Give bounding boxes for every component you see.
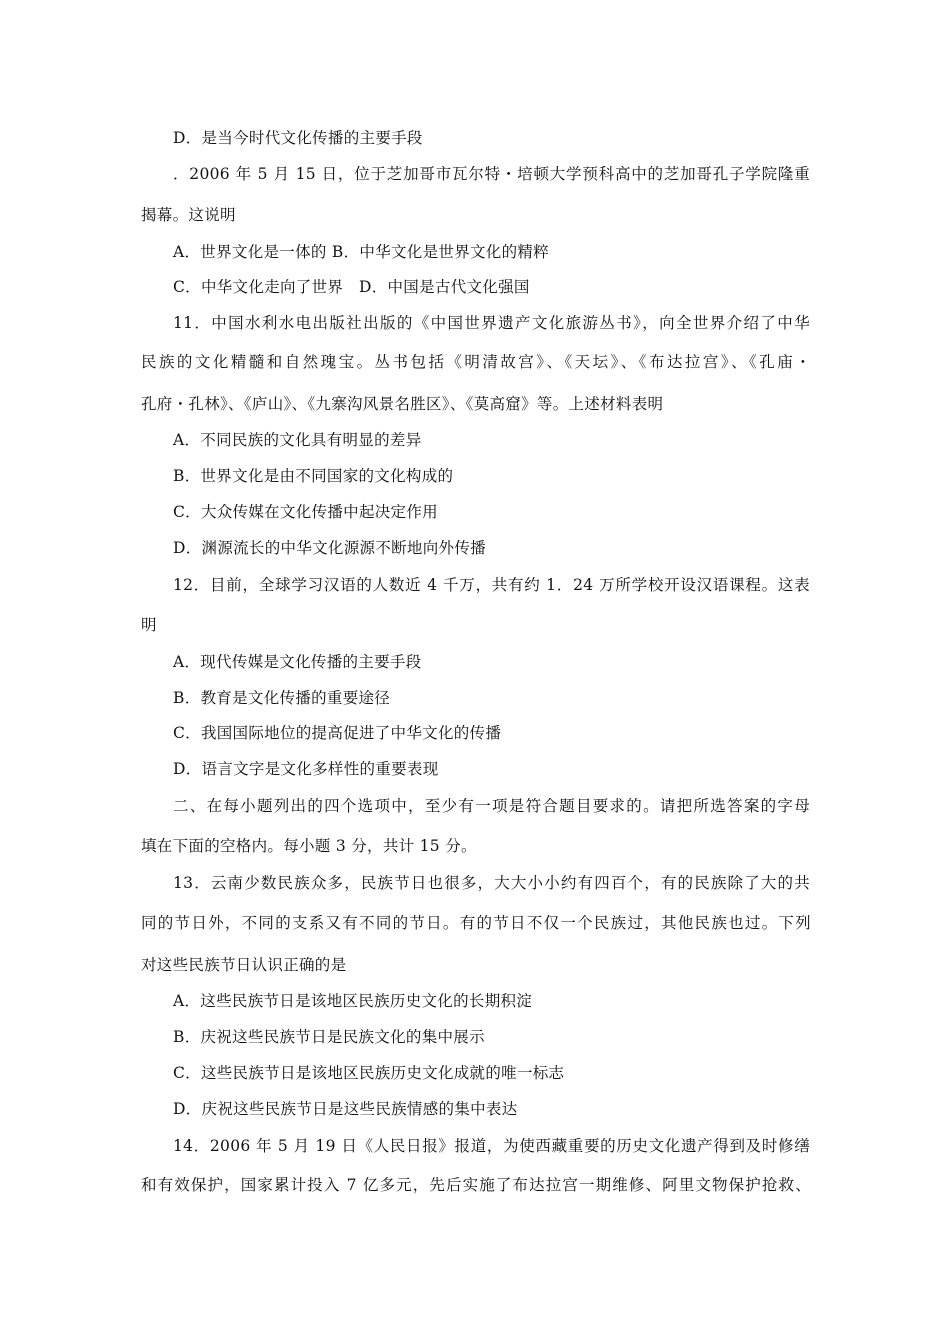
question-13-stem-continued-1: 同的节日外，不同的支系又有不同的节日。有的节日不仅一个民族过，其他民族也过。下列	[141, 914, 811, 932]
section-2-instructions-continued: 填在下面的空格内。每小题 3 分，共计 15 分。	[141, 837, 477, 855]
question-12-stem: 12．目前，全球学习汉语的人数近 4 千万，共有约 1．24 万所学校开设汉语课程。这表	[173, 576, 810, 594]
question-12-option-c: C．我国国际地位的提高促进了中华文化的传播	[173, 724, 502, 742]
question-12-option-a: A．现代传媒是文化传播的主要手段	[173, 653, 422, 671]
question-11-option-d: D．渊源流长的中华文化源源不断地向外传播	[173, 539, 486, 557]
question-11-option-a: A．不同民族的文化具有明显的差异	[173, 431, 422, 449]
question-11-stem-continued-1: 民族的文化精髓和自然瑰宝。丛书包括《明清故宫》、《天坛》、《布达拉宫》、《孔庙・	[141, 353, 811, 371]
question-11-stem: 11．中国水利水电出版社出版的《中国世界遗产文化旅游丛书》，向全世界介绍了中华	[173, 314, 810, 332]
question-10-stem: ．2006 年 5 月 15 日，位于芝加哥市瓦尔特・培顿大学预科高中的芝加哥孔子学院隆重	[173, 165, 810, 183]
question-10-options-ab: A．世界文化是一体的 B．中华文化是世界文化的精粹	[173, 243, 550, 261]
question-11-option-c: C．大众传媒在文化传播中起决定作用	[173, 503, 438, 521]
question-13-option-b: B．庆祝这些民族节日是民族文化的集中展示	[173, 1028, 485, 1046]
question-14-stem: 14．2006 年 5 月 19 日《人民日报》报道，为使西藏重要的历史文化遗产得到及时修缮	[173, 1137, 810, 1155]
question-12-option-d: D．语言文字是文化多样性的重要表现	[173, 760, 439, 778]
option-d-prev-question: D．是当今时代文化传播的主要手段	[173, 129, 423, 147]
question-13-stem: 13．云南少数民族众多，民族节日也很多，大大小小约有四百个，有的民族除了大的共	[173, 874, 810, 892]
question-12-option-b: B．教育是文化传播的重要途径	[173, 689, 391, 707]
question-11-stem-continued-2: 孔府・孔林》、《庐山》、《九寨沟风景名胜区》、《莫高窟》等。上述材料表明	[141, 395, 664, 413]
question-13-stem-continued-2: 对这些民族节日认识正确的是	[141, 956, 347, 974]
question-12-stem-continued: 明	[141, 616, 157, 634]
question-13-option-a: A．这些民族节日是该地区民族历史文化的长期积淀	[173, 992, 533, 1010]
question-10-options-cd: C．中华文化走向了世界 D．中国是古代文化强国	[173, 278, 530, 296]
section-2-instructions: 二、在每小题列出的四个选项中，至少有一项是符合题目要求的。请把所选答案的字母	[173, 797, 810, 815]
question-14-stem-continued: 和有效保护，国家累计投入 7 亿多元，先后实施了布达拉宫一期维修、阿里文物保护抢救、	[141, 1176, 811, 1194]
question-13-option-c: C．这些民族节日是该地区民族历史文化成就的唯一标志	[173, 1064, 565, 1082]
question-10-stem-continued: 揭幕。这说明	[141, 206, 236, 224]
question-11-option-b: B．世界文化是由不同国家的文化构成的	[173, 467, 454, 485]
question-13-option-d: D．庆祝这些民族节日是这些民族情感的集中表达	[173, 1100, 518, 1118]
